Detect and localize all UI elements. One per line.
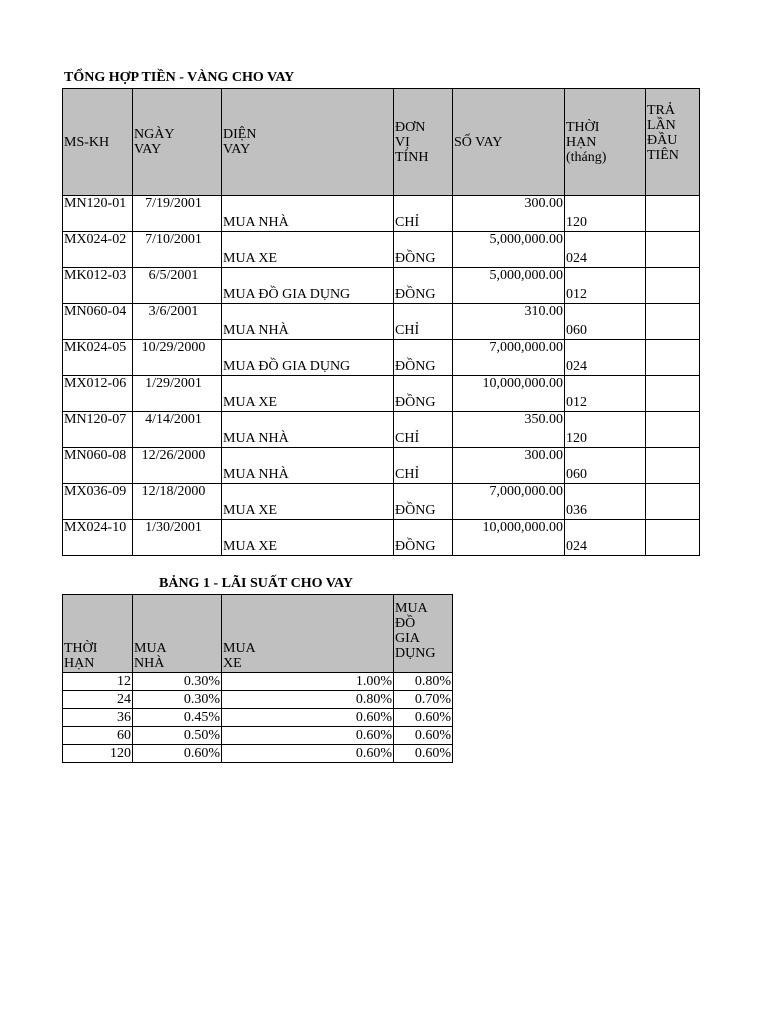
rate-table-body [63,673,453,763]
loan-summary-table [62,88,700,556]
cell-don-vi[interactable]: ĐỒNG [394,232,453,268]
cell-thoi-han[interactable]: 024 [565,340,646,376]
cell-tra-lan-dau[interactable] [646,484,700,520]
cell-dien-vay[interactable]: MUA NHÀ [222,196,394,232]
header-so-vay[interactable]: SỐ VAY [453,89,565,196]
rate-table-title: BẢNG 1 - LÃI SUẤT CHO VAY [159,576,353,591]
cell-dien-vay[interactable]: MUA XE [222,520,394,556]
header-ngay-vay[interactable]: NGÀY VAY [133,89,222,196]
rate-row [63,709,453,727]
rate-cell-thoi-han[interactable]: 120 [63,745,133,763]
cell-ngay-vay[interactable]: 7/10/2001 [133,232,222,268]
rate-cell-mua-xe[interactable]: 0.60% [222,745,394,763]
rate-cell-thoi-han[interactable]: 36 [63,709,133,727]
loan-table-body [63,196,700,556]
rate-cell-mua-do-gia-dung[interactable]: 0.60% [394,727,453,745]
loan-header-row [63,89,700,196]
rate-header-mua-nha[interactable]: MUA NHÀ [133,595,222,673]
cell-thoi-han[interactable]: 024 [565,520,646,556]
cell-ngay-vay[interactable]: 7/19/2001 [133,196,222,232]
cell-tra-lan-dau[interactable] [646,376,700,412]
cell-so-vay[interactable]: 350.00 [453,412,565,448]
cell-so-vay[interactable]: 5,000,000.00 [453,268,565,304]
rate-cell-mua-do-gia-dung[interactable]: 0.80% [394,673,453,691]
rate-row [63,673,453,691]
cell-don-vi[interactable]: CHỈ [394,412,453,448]
cell-ms-kh[interactable]: MX036-09 [63,484,133,520]
cell-tra-lan-dau[interactable] [646,412,700,448]
cell-so-vay[interactable]: 7,000,000.00 [453,484,565,520]
cell-dien-vay[interactable]: MUA NHÀ [222,448,394,484]
rate-cell-thoi-han[interactable]: 12 [63,673,133,691]
cell-dien-vay[interactable]: MUA NHÀ [222,304,394,340]
cell-ms-kh[interactable]: MX012-06 [63,376,133,412]
rate-cell-mua-nha[interactable]: 0.30% [133,691,222,709]
loan-row [63,304,700,340]
rate-header-mua-do-gia-dung[interactable]: MUA ĐỒ GIA DỤNG [394,595,453,673]
header-don-vi-tinh[interactable]: ĐƠN VỊ TÍNH [394,89,453,196]
cell-don-vi[interactable]: ĐỒNG [394,376,453,412]
cell-thoi-han[interactable]: 120 [565,412,646,448]
rate-cell-mua-xe[interactable]: 0.60% [222,727,394,745]
cell-so-vay[interactable]: 7,000,000.00 [453,340,565,376]
cell-ms-kh[interactable]: MK024-05 [63,340,133,376]
cell-don-vi[interactable]: CHỈ [394,304,453,340]
cell-thoi-han[interactable]: 024 [565,232,646,268]
cell-thoi-han[interactable]: 036 [565,484,646,520]
rate-header-thoi-han[interactable]: THỜI HẠN [63,595,133,673]
cell-tra-lan-dau[interactable] [646,196,700,232]
rate-cell-mua-xe[interactable]: 1.00% [222,673,394,691]
rate-cell-mua-xe[interactable]: 0.60% [222,709,394,727]
header-tra-lan-dau-tien[interactable]: TRẢ LẦN ĐẦU TIÊN [646,89,700,196]
loan-row [63,520,700,556]
rate-header-row [63,595,453,673]
cell-ngay-vay[interactable]: 4/14/2001 [133,412,222,448]
cell-ngay-vay[interactable]: 1/30/2001 [133,520,222,556]
header-ms-kh[interactable]: MS-KH [63,89,133,196]
loan-row [63,268,700,304]
cell-tra-lan-dau[interactable] [646,268,700,304]
cell-so-vay[interactable]: 10,000,000.00 [453,376,565,412]
cell-ms-kh[interactable]: MN060-08 [63,448,133,484]
cell-ms-kh[interactable]: MN060-04 [63,304,133,340]
cell-dien-vay[interactable]: MUA NHÀ [222,412,394,448]
loan-row [63,376,700,412]
rate-header-mua-xe[interactable]: MUA XE [222,595,394,673]
rate-cell-mua-nha[interactable]: 0.30% [133,673,222,691]
cell-ngay-vay[interactable]: 3/6/2001 [133,304,222,340]
loan-row [63,412,700,448]
cell-don-vi[interactable]: ĐỒNG [394,268,453,304]
cell-dien-vay[interactable]: MUA XE [222,232,394,268]
cell-thoi-han[interactable]: 060 [565,304,646,340]
loan-row [63,484,700,520]
cell-so-vay[interactable]: 300.00 [453,196,565,232]
cell-dien-vay[interactable]: MUA XE [222,376,394,412]
cell-ngay-vay[interactable]: 12/18/2000 [133,484,222,520]
cell-ms-kh[interactable]: MN120-01 [63,196,133,232]
cell-don-vi[interactable]: ĐỒNG [394,520,453,556]
cell-tra-lan-dau[interactable] [646,340,700,376]
cell-ms-kh[interactable]: MX024-10 [63,520,133,556]
cell-ngay-vay[interactable]: 12/26/2000 [133,448,222,484]
cell-thoi-han[interactable]: 012 [565,376,646,412]
rate-cell-mua-nha[interactable]: 0.45% [133,709,222,727]
cell-ms-kh[interactable]: MK012-03 [63,268,133,304]
cell-don-vi[interactable]: ĐỒNG [394,340,453,376]
cell-ngay-vay[interactable]: 1/29/2001 [133,376,222,412]
cell-don-vi[interactable]: ĐỒNG [394,484,453,520]
rate-row [63,691,453,709]
rate-cell-thoi-han[interactable]: 24 [63,691,133,709]
rate-cell-mua-do-gia-dung[interactable]: 0.60% [394,745,453,763]
cell-thoi-han[interactable]: 012 [565,268,646,304]
rate-cell-mua-nha[interactable]: 0.60% [133,745,222,763]
cell-so-vay[interactable]: 10,000,000.00 [453,520,565,556]
loan-row [63,448,700,484]
loan-row [63,340,700,376]
rate-cell-mua-xe[interactable]: 0.80% [222,691,394,709]
loan-row [63,196,700,232]
cell-don-vi[interactable]: CHỈ [394,448,453,484]
rate-cell-mua-do-gia-dung[interactable]: 0.60% [394,709,453,727]
cell-dien-vay[interactable]: MUA XE [222,484,394,520]
cell-don-vi[interactable]: CHỈ [394,196,453,232]
rate-row [63,745,453,763]
header-thoi-han[interactable]: THỜI HẠN (tháng) [565,89,646,196]
interest-rate-table [62,594,453,763]
cell-so-vay[interactable]: 5,000,000.00 [453,232,565,268]
cell-so-vay[interactable]: 300.00 [453,448,565,484]
cell-tra-lan-dau[interactable] [646,520,700,556]
loan-row [63,232,700,268]
loan-summary-title: TỔNG HỢP TIỀN - VÀNG CHO VAY [64,70,295,85]
cell-so-vay[interactable]: 310.00 [453,304,565,340]
cell-tra-lan-dau[interactable] [646,304,700,340]
cell-ngay-vay[interactable]: 6/5/2001 [133,268,222,304]
cell-ms-kh[interactable]: MX024-02 [63,232,133,268]
cell-tra-lan-dau[interactable] [646,232,700,268]
rate-cell-thoi-han[interactable]: 60 [63,727,133,745]
rate-cell-mua-do-gia-dung[interactable]: 0.70% [394,691,453,709]
cell-tra-lan-dau[interactable] [646,448,700,484]
cell-ms-kh[interactable]: MN120-07 [63,412,133,448]
header-dien-vay[interactable]: DIỆN VAY [222,89,394,196]
cell-thoi-han[interactable]: 120 [565,196,646,232]
cell-thoi-han[interactable]: 060 [565,448,646,484]
rate-cell-mua-nha[interactable]: 0.50% [133,727,222,745]
rate-row [63,727,453,745]
cell-ngay-vay[interactable]: 10/29/2000 [133,340,222,376]
cell-dien-vay[interactable]: MUA ĐỒ GIA DỤNG [222,340,394,376]
cell-dien-vay[interactable]: MUA ĐỒ GIA DỤNG [222,268,394,304]
